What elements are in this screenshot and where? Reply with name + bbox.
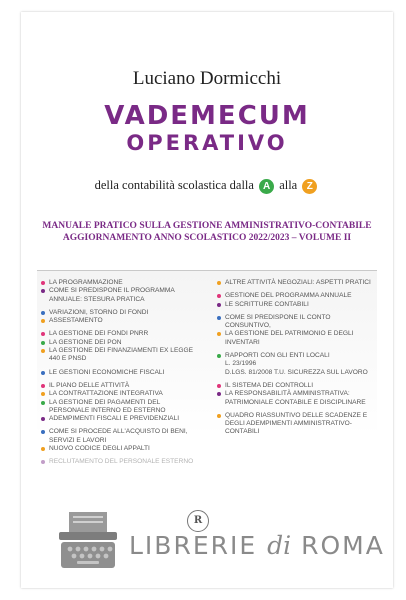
- contents-item-text: LA GESTIONE DEL PATRIMONIO E DEGLI INVENTARI: [225, 330, 354, 346]
- tagline-text-before: della contabilità scolastica dalla: [94, 178, 254, 192]
- contents-item-text: GESTIONE DEL PROGRAMMA ANNUALE: [225, 292, 352, 300]
- contents-item: [41, 279, 199, 287]
- bullet-dot-icon: [41, 349, 45, 353]
- contents-item-text: COME SI PROCEDE ALL'ACQUISTO DI BENI, SERVIZI E LAVORI: [49, 428, 188, 444]
- contents-item-text: VARIAZIONI, STORNO DI FONDI: [49, 308, 149, 316]
- contents-group: [41, 309, 199, 326]
- bullet-dot-icon: [217, 384, 221, 388]
- contents-panel: [37, 270, 377, 545]
- contents-item: [41, 458, 199, 466]
- watermark-overlay: [37, 506, 385, 586]
- watermark-word-di: di: [267, 531, 292, 560]
- contents-item-text: L. 23/1996: [225, 360, 257, 368]
- subtitle-line-1: MANUALE PRATICO SULLA GESTIONE AMMINISTRATIVO-CONTABILE: [42, 221, 372, 231]
- contents-group: [41, 279, 199, 304]
- contents-item-text: LA GESTIONE DEI FONDI PNRR: [49, 330, 149, 338]
- contents-group: [41, 369, 199, 377]
- contents-group: [217, 382, 373, 407]
- bullet-dot-icon: [41, 281, 45, 285]
- contents-item-text: COME SI PREDISPONE IL CONTO CONSUNTIVO,: [225, 313, 331, 330]
- contents-item: [41, 428, 199, 445]
- title-line-2: OPERATIVO: [126, 131, 288, 155]
- bullet-dot-icon: [41, 289, 45, 293]
- contents-item-text: NUOVO CODICE DEGLI APPALTI: [49, 445, 150, 453]
- contents-item: [41, 347, 199, 364]
- contents-item: [217, 369, 373, 377]
- contents-item: [41, 317, 199, 325]
- contents-group: [217, 314, 373, 347]
- contents-item: [217, 390, 373, 407]
- bullet-dot-icon: [41, 384, 45, 388]
- contents-item: [41, 287, 199, 304]
- bullet-dot-icon: [41, 319, 45, 323]
- contents-item: [217, 360, 373, 368]
- bullet-dot-icon: [217, 354, 221, 358]
- bullet-dot-icon: [217, 294, 221, 298]
- contents-right-column: [217, 279, 373, 442]
- contents-item-text: LA PROGRAMMAZIONE: [49, 279, 123, 286]
- bullet-dot-icon: [41, 401, 45, 405]
- contents-item: [41, 382, 199, 390]
- contents-item: [41, 445, 199, 453]
- contents-item: [41, 330, 199, 338]
- contents-item: [217, 412, 373, 437]
- watermark-word-librerie: LIBRERIE: [129, 531, 258, 560]
- tagline: [21, 178, 393, 194]
- contents-item-text: ASSESTAMENTO: [49, 317, 103, 325]
- contents-group: [217, 352, 373, 377]
- bullet-dot-icon: [41, 392, 45, 396]
- contents-group: [41, 428, 199, 453]
- bullet-dot-icon: [41, 460, 45, 464]
- watermark-word-roma: ROMA: [301, 531, 385, 560]
- letter-a-badge: A: [259, 179, 274, 194]
- contents-item: [217, 314, 373, 331]
- bullet-dot-icon: [41, 332, 45, 336]
- contents-item: [41, 309, 199, 317]
- bullet-dot-icon: [41, 417, 45, 421]
- contents-item-text: COME SI PREDISPONE IL PROGRAMMA ANNUALE: STESURA PRATICA: [49, 287, 175, 303]
- contents-item: [41, 390, 199, 398]
- contents-item-text: LA GESTIONE DEI PAGAMENTI DEL PERSONALE INTERNO ED ESTERNO: [49, 398, 166, 414]
- contents-item: [41, 415, 199, 423]
- contents-item: [41, 399, 199, 416]
- contents-item-text: LA CONTRATTAZIONE INTEGRATIVA: [49, 390, 163, 398]
- bullet-dot-icon: [41, 341, 45, 345]
- bullet-dot-icon: [41, 447, 45, 451]
- letter-z-badge: Z: [302, 179, 317, 194]
- bullet-dot-icon: [217, 281, 221, 285]
- bullet-dot-icon: [217, 392, 221, 396]
- contents-item-text: RECLUTAMENTO DEL PERSONALE ESTERNO: [49, 458, 194, 466]
- contents-item-text: IL PIANO DELLE ATTIVITÀ: [49, 381, 130, 389]
- subtitle: [21, 220, 393, 244]
- contents-item: [217, 352, 373, 360]
- contents-item-text: IL SISTEMA DEI CONTROLLI: [225, 381, 314, 389]
- bullet-dot-icon: [217, 414, 221, 418]
- contents-item-text: ALTRE ATTIVITÀ NEGOZIALI: ASPETTI PRATICI: [225, 279, 371, 286]
- contents-item-text: D.LGS. 81/2008 T.U. SICUREZZA SUL LAVORO: [225, 368, 368, 376]
- bullet-dot-icon: [217, 316, 221, 320]
- watermark-seal: R: [187, 510, 209, 532]
- contents-group: [217, 279, 373, 287]
- contents-item-text: LE GESTIONI ECONOMICHE FISCALI: [49, 368, 165, 376]
- author-name: Luciano Dormicchi: [132, 68, 282, 89]
- bullet-dot-icon: [217, 332, 221, 336]
- contents-item-text: RAPPORTI CON GLI ENTI LOCALI: [225, 352, 330, 360]
- title-line-1: VADEMECUM: [104, 101, 310, 131]
- contents-item-text: LA RESPONSABILITÀ AMMINISTRATIVA: PATRIMONIALE CONTABILE E DISCIPLINARE: [225, 390, 366, 406]
- contents-item-text: LA GESTIONE DEI PON: [49, 338, 122, 346]
- contents-group: [41, 330, 199, 363]
- contents-item-text: LA GESTIONE DEI FINANZIAMENTI EX LEGGE 440 E PNSD: [49, 347, 193, 363]
- contents-item-text: QUADRO RIASSUNTIVO DELLE SCADENZE E DEGLI ADEMPIMENTI AMMINISTRATIVO-CONTABILI: [225, 411, 368, 436]
- contents-group: [41, 458, 199, 466]
- bullet-dot-icon: [217, 303, 221, 307]
- watermark-text: [129, 531, 385, 560]
- typewriter-icon: [57, 510, 119, 572]
- contents-item: [217, 292, 373, 300]
- contents-left-column: [41, 279, 199, 472]
- bullet-dot-icon: [41, 371, 45, 375]
- contents-item: [41, 339, 199, 347]
- contents-item: [41, 369, 199, 377]
- contents-item: [217, 330, 373, 347]
- contents-item: [217, 301, 373, 309]
- contents-group: [217, 412, 373, 437]
- subtitle-line-2: AGGIORNAMENTO ANNO SCOLASTICO 2022/2023 – VOLUME II: [62, 233, 352, 243]
- contents-item: [217, 279, 373, 287]
- contents-group: [217, 292, 373, 309]
- contents-group: [41, 382, 199, 423]
- contents-item-text: ADEMPIMENTI FISCALI E PREVIDENZIALI: [49, 415, 180, 423]
- book-cover: [21, 12, 393, 588]
- contents-item-text: LE SCRITTURE CONTABILI: [225, 300, 309, 308]
- tagline-text-middle: alla: [279, 178, 298, 192]
- bullet-dot-icon: [41, 430, 45, 434]
- bullet-dot-icon: [41, 311, 45, 315]
